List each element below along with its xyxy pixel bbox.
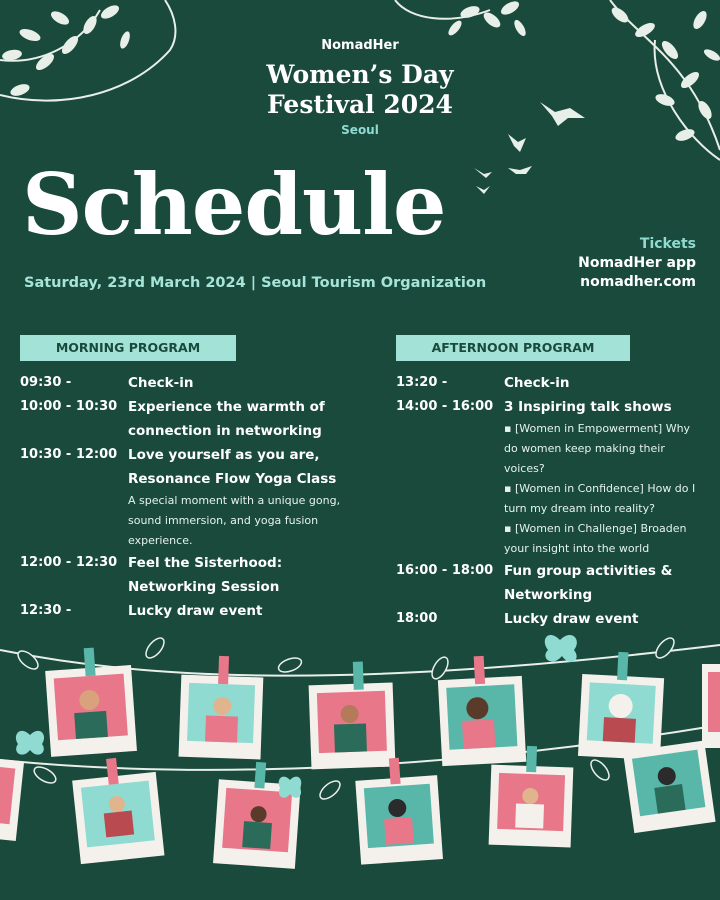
- polaroid-photo-5: [578, 650, 665, 760]
- tickets-app: NomadHer app: [578, 255, 696, 271]
- afternoon-program: [396, 335, 706, 631]
- schedule-row: [20, 443, 350, 551]
- event-date-venue: Saturday, 23rd March 2024 | Seoul Tourism Organization: [24, 275, 487, 291]
- polaroid-photo-7: [213, 759, 302, 868]
- schedule-entry: [128, 443, 350, 551]
- schedule-title: 3 Inspiring talk shows: [504, 399, 672, 415]
- tickets-info: [578, 235, 696, 292]
- schedule-time: 10:00 - 10:30: [20, 399, 118, 414]
- schedule-title: Love yourself as you are, Resonance Flow Yoga Class: [128, 447, 337, 487]
- talk-show-item: ▪ [Women in Confidence] How do I turn my dream into reality?: [504, 482, 696, 515]
- polaroid-photo-12: [702, 664, 720, 748]
- schedule-row: [20, 599, 350, 623]
- festival-title-line-2: Festival 2024: [267, 90, 453, 119]
- tickets-label: Tickets: [639, 236, 696, 252]
- polaroid-photo-10: [623, 741, 716, 834]
- schedule-time: 14:00 - 16:00: [396, 399, 494, 414]
- schedule-row: [396, 607, 706, 631]
- schedule-row: [20, 395, 350, 443]
- schedule-title: Experience the warmth of connection in networking: [128, 399, 325, 439]
- schedule-time: 12:00 - 12:30: [20, 555, 118, 570]
- tickets-site: nomadher.com: [580, 274, 696, 290]
- polaroid-photo-11: [0, 755, 24, 841]
- schedule-title: Lucky draw event: [504, 611, 639, 627]
- polaroid-photo-3: [308, 661, 396, 770]
- festival-title: [0, 60, 720, 120]
- brand-org-name: NomadHer: [321, 38, 399, 53]
- polaroid-photo-1: [44, 645, 137, 757]
- schedule-headline: Schedule: [22, 155, 446, 254]
- polaroid-photo-2: [179, 655, 265, 760]
- schedule-title: Lucky draw event: [128, 603, 263, 619]
- morning-program: [20, 335, 350, 623]
- afternoon-program-list: [396, 371, 706, 631]
- schedule-time: 10:30 - 12:00: [20, 447, 118, 462]
- festival-title-line-1: Women’s Day: [266, 60, 454, 89]
- schedule-row: [396, 559, 706, 607]
- vine-top-center-icon: [395, 0, 528, 38]
- polaroid-photo-8: [354, 755, 443, 864]
- festival-city: Seoul: [341, 123, 379, 137]
- schedule-time: 09:30 -: [20, 375, 72, 390]
- talk-show-item: ▪ [Women in Empowerment] Why do women keep making their voices?: [504, 422, 691, 475]
- morning-program-label: MORNING PROGRAM: [20, 335, 236, 361]
- schedule-time: 18:00: [396, 611, 438, 626]
- polaroid-photos: [0, 645, 720, 869]
- schedule-title: Check-in: [128, 375, 194, 391]
- talk-show-item: ▪ [Women in Challenge] Broaden your insight into the world: [504, 522, 687, 555]
- schedule-time: 16:00 - 18:00: [396, 563, 494, 578]
- schedule-time: 12:30 -: [20, 603, 72, 618]
- schedule-row: [396, 395, 706, 419]
- schedule-row: [20, 371, 350, 395]
- schedule-row: [396, 371, 706, 395]
- schedule-time: 13:20 -: [396, 375, 448, 390]
- schedule-row: [20, 551, 350, 599]
- schedule-description: A special moment with a unique gong, sound immersion, and yoga fusion experience.: [128, 494, 341, 547]
- morning-program-list: [20, 371, 350, 623]
- schedule-title: Fun group activities & Networking: [504, 563, 673, 603]
- afternoon-program-label: AFTERNOON PROGRAM: [396, 335, 630, 361]
- polaroid-photo-6: [70, 754, 164, 864]
- schedule-title: Feel the Sisterhood: Networking Session: [128, 555, 283, 595]
- schedule-title: Check-in: [504, 375, 570, 391]
